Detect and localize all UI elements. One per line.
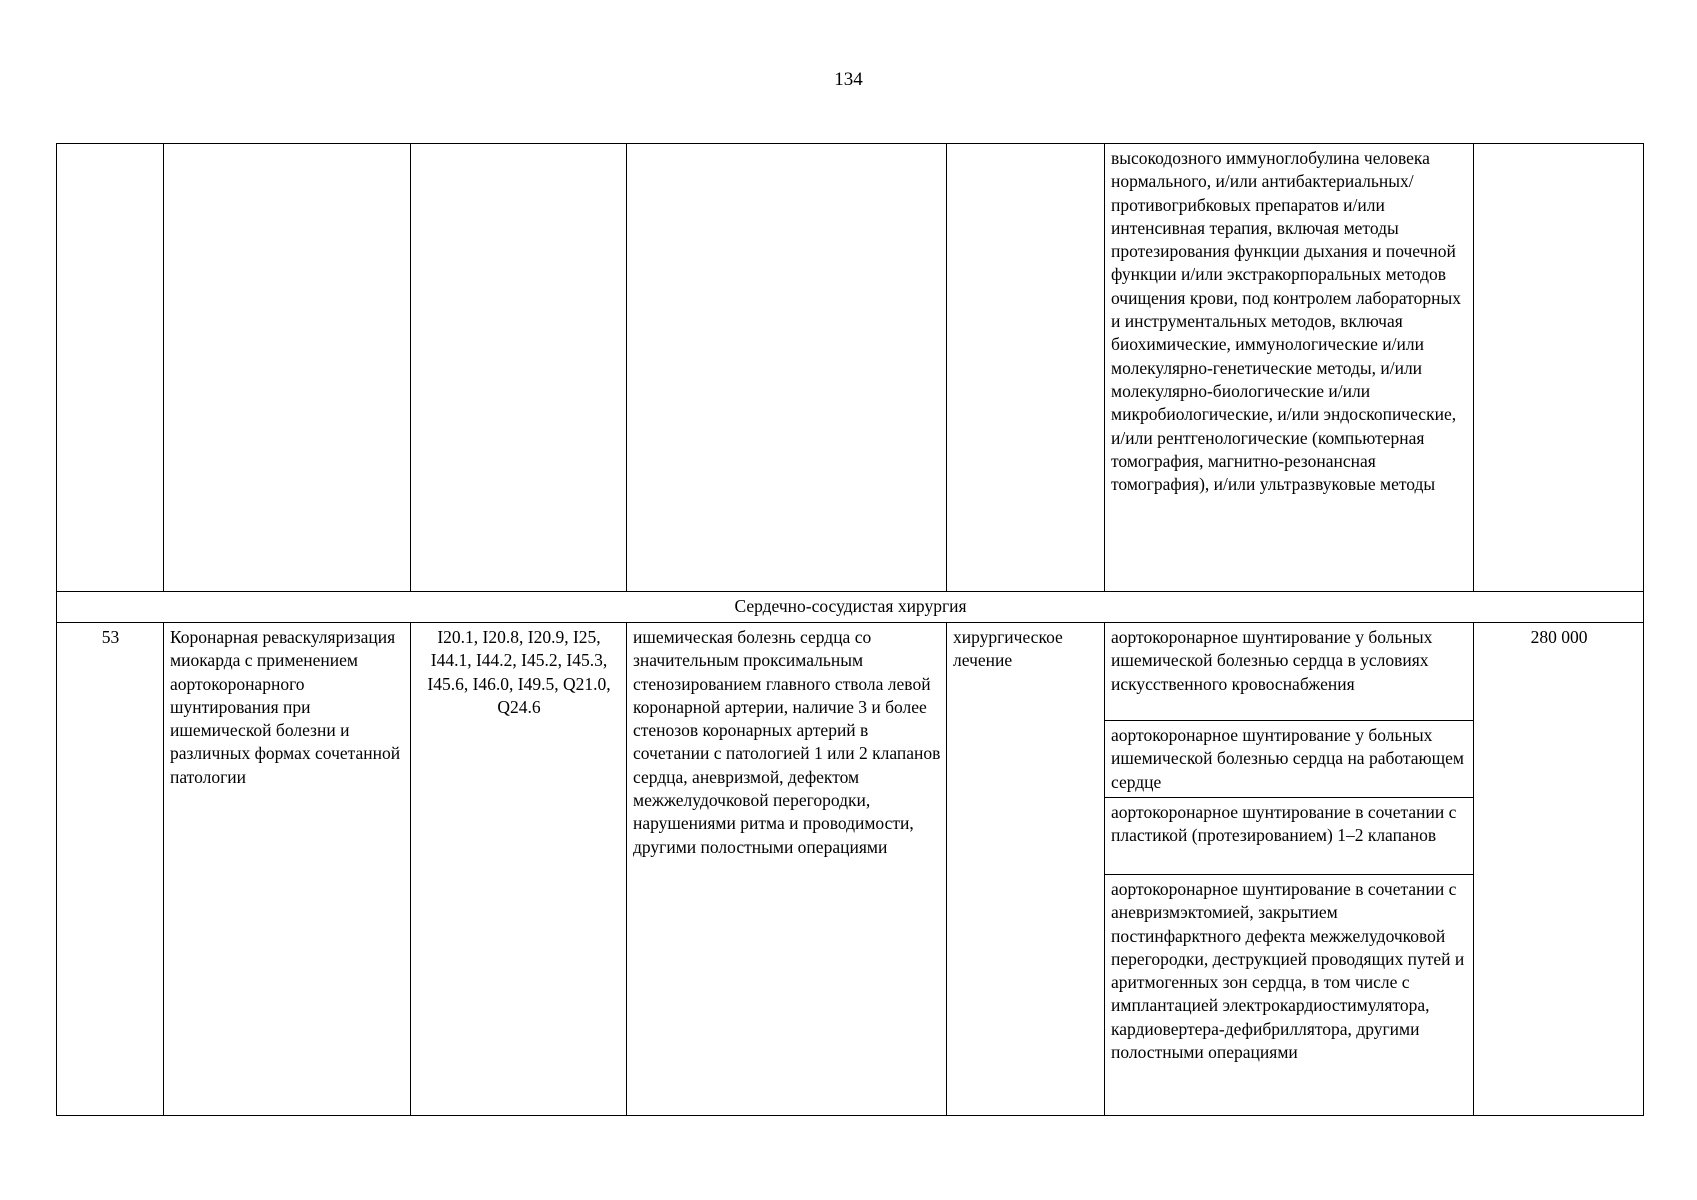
entry-model: ишемическая болезнь сердца со значительным проксимальным стенозированием главного ствола левой коронарной артерии, наличие 3 и более стенозов коронарных артерий в сочетании с патологией 1 или 2 клапанов сердца, аневризмой, дефектом межжелудочковой перегородки, нарушениями ритма и проводимости, другими полостными операциями <box>627 623 947 1116</box>
entry-method-1: аортокоронарное шунтирование у больных ишемической болезнью сердца в условиях искусственного кровоснабжения <box>1105 623 1474 721</box>
model-cell <box>627 144 947 592</box>
procedures-table <box>56 143 1644 1116</box>
section-row <box>57 592 1644 623</box>
entry-row <box>57 623 1644 721</box>
codes-cell <box>411 144 627 592</box>
page-number: 134 <box>834 69 863 90</box>
cost-cell <box>1474 144 1644 592</box>
entry-name: Коронарная реваскуляризация миокарда с применением аортокоронарного шунтирования при ишемической болезни и различных формах сочетанной патологии <box>164 623 411 1116</box>
continued-row <box>57 144 1644 592</box>
entry-treatment: хирургическое лечение <box>947 623 1105 1116</box>
entry-method-4: аортокоронарное шунтирование в сочетании с аневризмэктомией, закрытием постинфарктного дефекта межжелудочковой перегородки, деструкцией проводящих путей и аритмогенных зон сердца, в том числе с имплантацией электрокардиостимулятора, кардиовертера-дефибриллятора, другими полостными операциями <box>1105 875 1474 1116</box>
entry-codes: I20.1, I20.8, I20.9, I25, I44.1, I44.2, I45.2, I45.3, I45.6, I46.0, I49.5, Q21.0, Q24.6 <box>411 623 627 1116</box>
entry-method-2: аортокоронарное шунтирование у больных ишемической болезнью сердца на работающем сердце <box>1105 721 1474 798</box>
name-cell <box>164 144 411 592</box>
number-cell <box>57 144 164 592</box>
entry-cost: 280 000 <box>1474 623 1644 1116</box>
treatment-cell <box>947 144 1105 592</box>
section-title: Сердечно-сосудистая хирургия <box>57 592 1644 623</box>
entry-method-3: аортокоронарное шунтирование в сочетании с пластикой (протезированием) 1–2 клапанов <box>1105 798 1474 875</box>
entry-number: 53 <box>57 623 164 1116</box>
methods-cell: высокодозного иммуноглобулина человека нормального, и/или антибактериальных/противогрибковых препаратов и/или интенсивная терапия, включая методы протезирования функции дыхания и почечной функции и/или экстракорпоральных методов очищения крови, под контролем лабораторных и инструментальных методов, включая биохимические, иммунологические и/или молекулярно-генетические методы, и/или молекулярно-биологические и/или микробиологические, и/или эндоскопические, и/или рентгенологические (компьютерная томография, магнитно-резонансная томография), и/или ультразвуковые методы <box>1105 144 1474 592</box>
